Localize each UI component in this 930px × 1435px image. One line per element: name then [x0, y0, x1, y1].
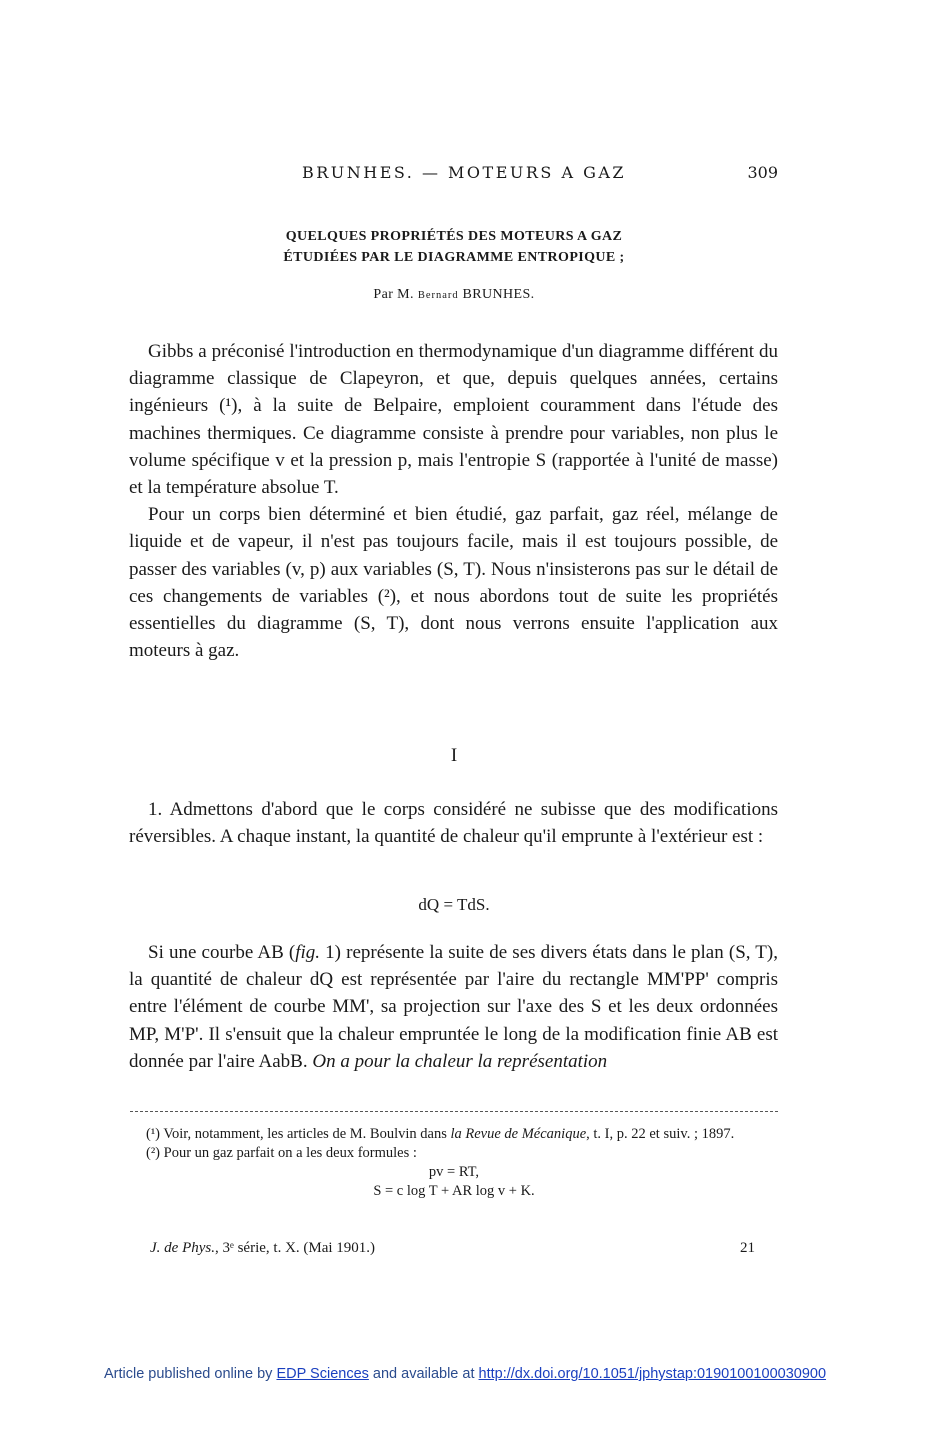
section-heading: I: [450, 745, 458, 766]
signature-number: 21: [740, 1240, 755, 1256]
footnote-divider: [130, 1111, 778, 1112]
paragraph-1: Gibbs a préconisé l'introduction en thermodynamique d'un diagramme différent du diagramme classique de Clapeyron, et que, depuis quelques années, certains ingénieurs (¹), à la suite de Belpaire, emploient couramment dans l'étude des machines thermiques. Ce diagramme consiste à prendre pour variables, non plus le volume spécifique v et la pression p, mais l'entropie S (rapportée à l'unité de masse) et la température absolue T.: [129, 341, 778, 499]
footnote-1: (¹) Voir, notamment, les articles de M. Boulvin dans la Revue de Mécanique, t. I, p. 22 et suiv. ; 1897.: [146, 1126, 735, 1142]
footnotes: [130, 1125, 778, 1201]
footnote-1-journal: la Revue de Mécanique: [450, 1126, 587, 1142]
publisher-note: Article published online by EDP Sciences and available at http://dx.doi.org/10.1051/jphystap:0190100100030900: [103, 1366, 827, 1382]
article-title: [130, 226, 778, 268]
paragraph-4-start: Si une courbe AB (: [148, 942, 296, 963]
equation-dq: dQ = TdS.: [418, 895, 490, 914]
figure-reference: fig.: [295, 942, 321, 963]
running-head-title: BRUNHES. — MOTEURS A GAZ: [301, 163, 627, 182]
paragraph-4: [129, 939, 778, 1075]
article-title-line-1: QUELQUES PROPRIÉTÉS DES MOTEURS A GAZ: [285, 229, 623, 244]
footnote-equation-1: pv = RT,: [428, 1164, 480, 1180]
paragraph-4-body: 1) représente la suite de ses divers états dans le plan (S, T), la quantité de chaleur dQ est représentée par l'aire du rectangle MM'PP' compris entre l'élément de courbe MM', sa projection sur l'axe des S et les deux ordonnées MP, M'P'. Il s'ensuit que la chaleur empruntée le long de la modification finie AB est donnée par l'aire AabB.: [129, 942, 778, 1072]
footnote-2: (²) Pour un gaz parfait on a les deux formules :: [146, 1145, 417, 1161]
running-head: [130, 163, 778, 185]
page-number: 309: [747, 163, 778, 182]
edp-sciences-link[interactable]: EDP Sciences: [276, 1366, 369, 1382]
journal-name: J. de Phys.: [150, 1240, 215, 1256]
article-title-line-2: ÉTUDIÉES PAR LE DIAGRAMME ENTROPIQUE ;: [283, 250, 625, 265]
paragraph-3: 1. Admettons d'abord que le corps considéré ne subisse que des modifications réversibles. A chaque instant, la quantité de chaleur qu'il emprunte à l'extérieur est :: [129, 799, 778, 848]
byline-prefix: Par M.: [373, 287, 418, 302]
journal-issue: , 3ᵉ série, t. X. (Mai 1901.): [214, 1240, 376, 1256]
byline-first-name: Bernard: [417, 290, 459, 301]
paragraph-4-italic: On a pour la chaleur la représentation: [312, 1050, 608, 1072]
section-paragraph: [129, 796, 778, 850]
paragraph-2: Pour un corps bien déterminé et bien étudié, gaz parfait, gaz réel, mélange de liquide et de vapeur, il n'est pas toujours facile, mais il est toujours possible, de passer des variables (v, p) aux variables (S, T). Nous n'insisterons pas sur le détail de ces changements de variables (²), et nous abordons tout de suite les propriétés essentielles du diagramme (S, T), dont nous verrons ensuite l'application aux moteurs à gaz.: [129, 504, 778, 662]
figure-paragraph: [129, 939, 778, 1075]
doi-link[interactable]: http://dx.doi.org/10.1051/jphystap:0190100100030900: [478, 1366, 827, 1382]
byline: [130, 287, 778, 303]
intro-paragraphs: [129, 338, 778, 664]
byline-last-name: BRUNHES.: [458, 287, 535, 302]
journal-footer: [150, 1240, 755, 1257]
footnote-equation-2: S = c log T + AR log v + K.: [373, 1183, 535, 1199]
